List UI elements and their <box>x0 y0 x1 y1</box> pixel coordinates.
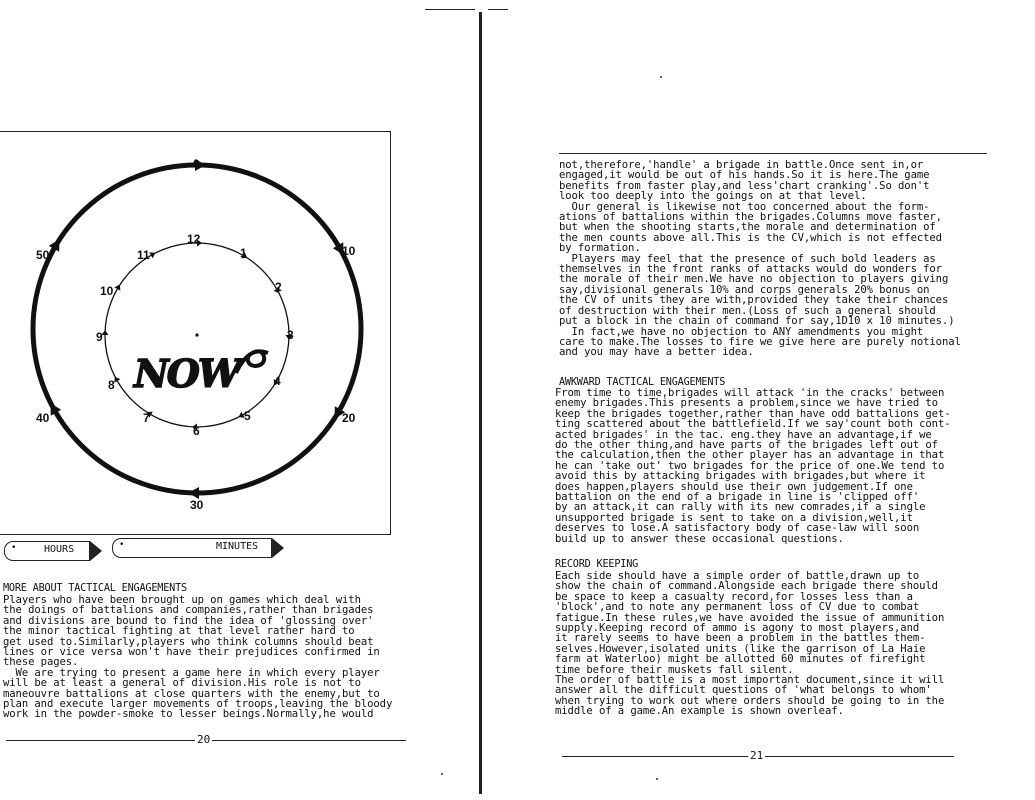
text-line: acted brigades' in the tac. eng.they have an advantage,if we <box>555 428 932 441</box>
text-line: battalion on the end of a brigade in line is 'clipped off' <box>555 491 920 504</box>
minute-label-40: 40 <box>36 411 50 425</box>
text-line: does happen,players should use their own judgement.If one <box>555 480 913 493</box>
hours-label: HOURS <box>44 544 75 555</box>
hour-label-1: 1 <box>240 246 247 260</box>
minutes-ring <box>33 165 361 493</box>
hour-label-5: 5 <box>244 409 251 423</box>
scan-speck <box>656 778 658 780</box>
text-line: he can 'take out' two brigades for the price of one.We tend to <box>555 459 945 472</box>
text-line: farm at Waterloo) might be allotted 60 minutes of firefight <box>555 653 926 666</box>
text-line: keep the brigades together,rather than have odd battalions get- <box>555 407 951 420</box>
hour-label-10: 10 <box>100 284 114 298</box>
now-logo-swash <box>236 351 268 373</box>
text-line: answer all the difficult questions of 'what belongs to whom' <box>555 684 932 697</box>
left-page-number: 20 <box>197 733 211 746</box>
text-line: Our general is likewise not too concerned about the form- <box>559 200 930 213</box>
text-line: work in the powder-smoke to lesser beings.Normally,he would <box>3 708 374 721</box>
text-line: ting scattered about the battlefield.If we say'count both cont- <box>555 418 951 431</box>
minutes-marker-dot: • <box>119 540 125 550</box>
text-line: maneouvre battalions at close quarters with the enemy,but to <box>3 687 380 700</box>
text-line: plan and execute larger movements of troops,leaving the bloody <box>3 698 393 711</box>
text-line: put a block in the chain of command for say,1D10 x 10 minutes.) <box>559 315 955 328</box>
right-body-text-3 <box>555 571 944 717</box>
hour-label-8: 8 <box>108 378 115 392</box>
text-line: Players who have been brought up on games which deal with <box>3 594 361 606</box>
hour-label-6: 6 <box>193 424 200 438</box>
text-line: but when the shooting starts,the morale and determination of <box>559 221 936 234</box>
text-line: unsupported brigade is sent to take on a division,well,it <box>555 511 913 524</box>
now-logo: NOW <box>134 351 239 396</box>
text-line: engaged,it would be out of his hands.So it is here.The game <box>559 169 930 182</box>
clock-centre-dot <box>195 333 198 336</box>
left-body-text <box>3 595 392 720</box>
minutes-label: MINUTES <box>216 541 259 552</box>
left-heading: MORE ABOUT TACTICAL ENGAGEMENTS <box>3 583 187 594</box>
minute-label-20: 20 <box>342 411 356 425</box>
text-line: The order of battle is a most important document,since it will <box>555 674 945 687</box>
hours-marker-dot: • <box>11 543 17 553</box>
right-body-text-1 <box>559 160 961 358</box>
text-line: the CV of units they are with,provided they take their chances <box>559 294 949 307</box>
hour-label-3: 3 <box>287 328 294 342</box>
text-line: Each side should have a simple order of battle,drawn up to <box>555 570 920 582</box>
hour-label-11: 11 <box>137 248 150 262</box>
top-scan-mark <box>425 9 475 10</box>
text-line: avoid this by attacking brigades with brigades,but where it <box>555 470 926 483</box>
text-line: the calculation,then the other player has an advantage in that <box>555 449 945 462</box>
text-line: time before their muskets fall silent. <box>555 663 794 676</box>
text-line: middle of a game.An example is shown overleaf. <box>555 705 844 718</box>
hour-label-12: 12 <box>187 232 201 246</box>
text-line: these pages. <box>3 656 79 669</box>
text-line: show the chain of command.Alongside each brigade there should <box>555 580 938 593</box>
text-line: From time to time,brigades will attack 'in the cracks' between <box>555 387 945 399</box>
minute-markers <box>49 159 345 499</box>
text-line: by formation. <box>559 242 641 255</box>
hour-label-2: 2 <box>275 280 282 294</box>
page-gutter <box>479 12 482 794</box>
right-heading-awkward: AWKWARD TACTICAL ENGAGEMENTS <box>559 377 726 388</box>
right-heading-record: RECORD KEEPING <box>555 559 639 570</box>
text-line: the doings of battalions and companies,rather than brigades <box>3 604 374 617</box>
text-line: look too deeply into the goings on at that level. <box>559 190 867 203</box>
clock-figure-frame <box>0 131 391 535</box>
text-line: benefits from faster play,and less'chart cranking'.So don't <box>559 179 930 192</box>
text-line: ations of battalions within the brigades.Columns move faster, <box>559 211 942 224</box>
text-line: Players may feel that the presence of such bold leaders as <box>559 252 936 265</box>
text-line: not,therefore,'handle' a brigade in battle.Once sent in,or <box>559 159 924 171</box>
text-line: lines or vice versa won't have their prejudices confirmed in <box>3 646 380 659</box>
text-line: build up to answer these occasional questions. <box>555 532 844 545</box>
minute-label-10: 10 <box>342 244 356 258</box>
minute-label-0: 0 <box>193 157 200 171</box>
top-scan-mark-right <box>488 9 508 10</box>
hour-label-9: 9 <box>96 330 103 344</box>
text-line: 'block',and to note any permanent loss of CV due to combat <box>555 601 920 614</box>
minute-label-30: 30 <box>190 498 204 512</box>
scan-speck <box>441 773 443 775</box>
hour-label-7: 7 <box>143 411 150 425</box>
text-line: themselves in the front ranks of attacks would do wonders for <box>559 263 942 276</box>
text-line: get used to.Similarly,players who think columns should beat <box>3 635 374 648</box>
text-line: of destruction with their men.(Loss of such a general should <box>559 304 936 317</box>
scan-speck <box>660 76 662 78</box>
text-line: fatigue.In these rules,we have avoided the issue of ammunition <box>555 611 945 624</box>
text-line: In fact,we have no objection to ANY amendments you might <box>559 325 924 338</box>
minutes-track[interactable] <box>112 538 288 558</box>
text-line: when trying to work out where orders should be going to in the <box>555 694 945 707</box>
right-page-number: 21 <box>750 749 764 762</box>
turn-clock <box>0 132 390 534</box>
text-line: care to make.The losses to fire we give here are purely notional <box>559 335 961 348</box>
hour-label-4: 4 <box>274 374 281 388</box>
minute-label-50: 50 <box>36 248 50 262</box>
text-line: the minor tactical fighting at that level rather hard to <box>3 625 355 638</box>
text-line: We are trying to present a game here in which every player <box>3 666 380 679</box>
text-line: and divisions are bound to find the idea of 'glossing over' <box>3 614 374 627</box>
text-line: deserves to lose.A satisfactory body of case-law will soon <box>555 522 920 535</box>
text-line: by an attack,it can rally with its new comrades,if a single <box>555 501 926 514</box>
text-line: the morale of their men.We have no objection to players giving <box>559 273 949 286</box>
hours-track[interactable] <box>4 541 106 561</box>
text-line: supply.Keeping record of ammo is agony to most players,and <box>555 622 920 635</box>
right-header-rule <box>559 153 987 154</box>
text-line: the men counts above all.This is the CV,which is not effected <box>559 231 942 244</box>
text-line: be space to keep a casualty record,for losses less than a <box>555 590 913 603</box>
text-line: it rarely seems to have been a problem in the battles them- <box>555 632 926 645</box>
text-line: enemy brigades.This presents a problem,since we have tried to <box>555 397 938 410</box>
right-body-text-2 <box>555 388 951 544</box>
text-line: selves.However,isolated units (like the garrison of La Haie <box>555 642 926 655</box>
text-line: and you may have a better idea. <box>559 346 754 359</box>
text-line: do the other thing,and have parts of the brigades left out of <box>555 439 938 452</box>
text-line: will be at least a general of division.His role is not to <box>3 677 361 690</box>
text-line: say,divisional generals 10% and corps generals 20% bonus on <box>559 283 930 296</box>
